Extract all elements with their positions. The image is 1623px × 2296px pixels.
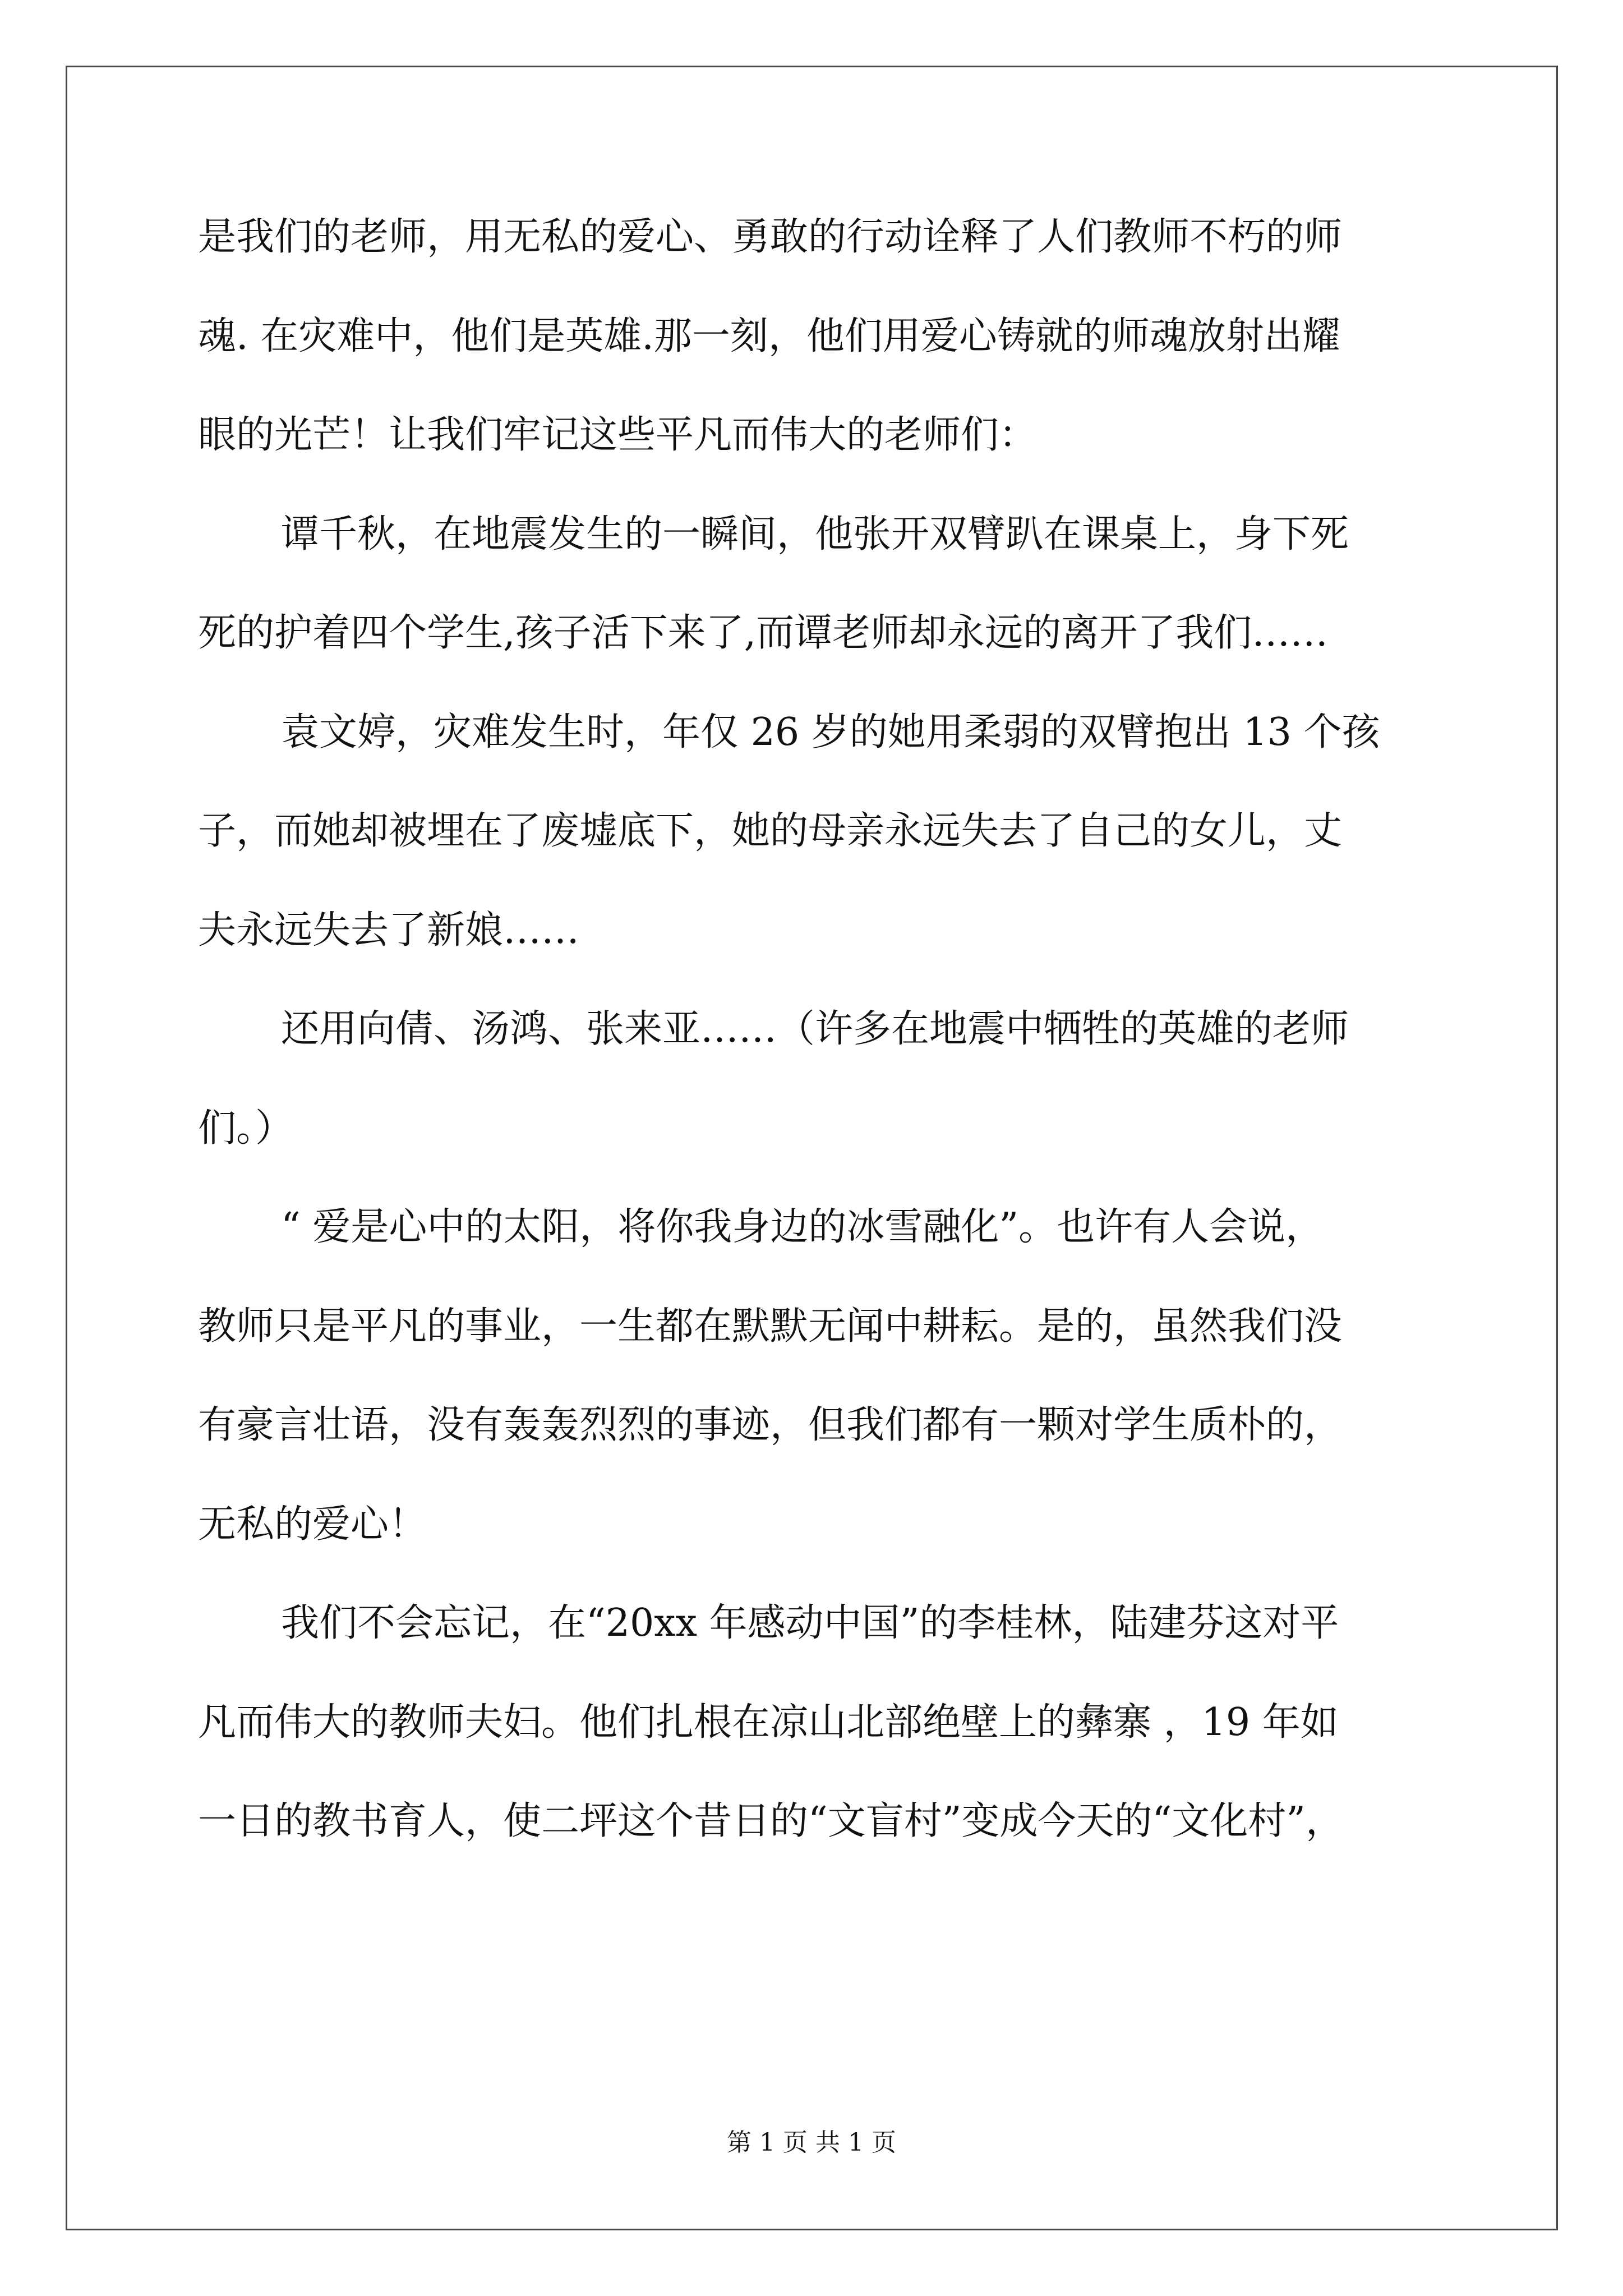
text-line: 们。） bbox=[198, 1106, 294, 1151]
text-line: 魂. 在灾难中，他们是英雄.那一刻，他们用爱心铸就的师魂放射出耀 bbox=[198, 314, 1340, 358]
text-line: “ 爱是心中的太阳，将你我身边的冰雪融化”。也许有人会说， bbox=[281, 1205, 1324, 1249]
text-line: 死的护着四个学生,孩子活下来了,而谭老师却永远的离开了我们…… bbox=[198, 611, 1329, 655]
text-line: 无私的爱心！ bbox=[198, 1502, 427, 1547]
text-line: 还用向倩、汤鸿、张来亚……（许多在地震中牺牲的英雄的老师 bbox=[281, 1007, 1349, 1051]
text-line: 谭千秋，在地震发生的一瞬间，他张开双臂趴在课桌上，身下死 bbox=[281, 512, 1349, 556]
text-line: 袁文婷，灾难发生时，年仅 26 岁的她用柔弱的双臂抱出 13 个孩 bbox=[281, 710, 1380, 754]
text-line: 子，而她却被埋在了废墟底下，她的母亲永远失去了自己的女儿，丈 bbox=[198, 809, 1343, 853]
text-line: 教师只是平凡的事业，一生都在默默无闻中耕耘。是的，虽然我们没 bbox=[198, 1304, 1343, 1349]
text-line: 眼的光芒！让我们牢记这些平凡而伟大的老师们： bbox=[198, 413, 1038, 457]
text-line: 凡而伟大的教师夫妇。他们扎根在凉山北部绝壁上的彝寨 ，19 年如 bbox=[198, 1700, 1339, 1745]
text-line: 一日的教书育人，使二坪这个昔日的“文盲村”变成今天的“文化村”， bbox=[198, 1799, 1344, 1843]
text-line: 我们不会忘记，在“20xx 年感动中国”的李桂林，陆建芬这对平 bbox=[281, 1601, 1339, 1645]
text-line: 夫永远失去了新娘…… bbox=[198, 908, 580, 953]
text-line: 是我们的老师，用无私的爱心、勇敢的行动诠释了人们教师不朽的师 bbox=[198, 215, 1343, 259]
page-number-footer: 第 1 页 共 1 页 bbox=[727, 2128, 896, 2157]
text-line: 有豪言壮语，没有轰轰烈烈的事迹，但我们都有一颗对学生质朴的， bbox=[198, 1403, 1343, 1447]
